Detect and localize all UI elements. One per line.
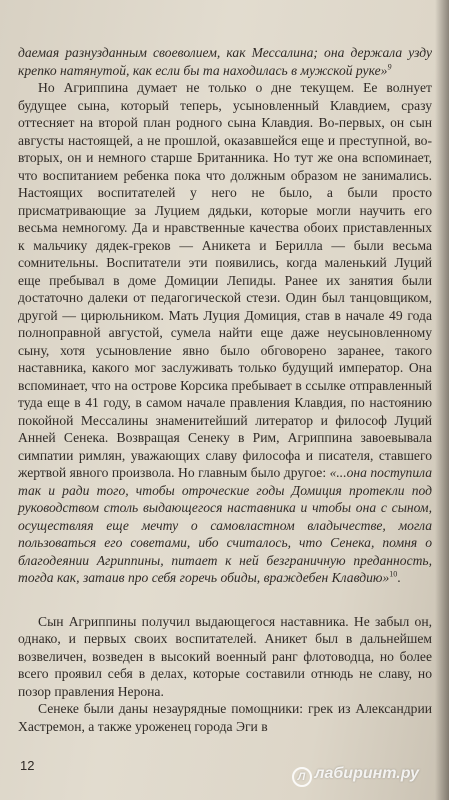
- paragraph-seneca-helpers: Сенеке были даны незаурядные помощники: грек из Александрии Хастремон, а также уроженец города Эги в: [18, 701, 432, 734]
- paragraph-agrippina-thoughts: Но Агриппина думает не только о дне текущем. Ее волнует будущее сына, который теперь, усыновленный Клавдием, сразу оттесняет на второй план родного сына Клавдия. Во-первых, он сын августы настоящей, а не прошлой, оказавшейся еще и преступной, во-вторых, он и немного старше Британника. Но тут же она вспоминает, что воспитанием ребенка пока что должным образом не занимались. Настоящих воспитателей у него не было, а были просто присматривающие за Луцием дядьки, которые могли научить его весьма немногому. Да и нравственные качества обоих приставленных к мальчику дядек-греков — Аникета и Берилла — были весьма сомнительны. Воспитатели эти появились, когда маленький Луций еще пребывал в доме Домиции Лепиды. Ранее их занятия были достаточно далеки от педагогической стези. Один был танцовщиком, другой — цирюльником. Мать Луция Домиция, став в начале 49 года полноправной августой, сумела найти еще даже неусыновленному сыну, хотя усыновление явно было обговорено заранее, такого наставника, какого мог заслуживать только будущий император. Она вспоминает, что на острове Корсика пребывает в ссылке отправленный туда еще в 41 году, в самом начале правления Клавдия, по настоянию покойной Мессалины знаменитейший литератор и философ Луций Анней Сенека. Возвращая Сенеку в Рим, Агриппина завоевывала симпатии римлян, уважающих славу философа и писателя, ставшего жертвой явного произвола. Но главным было другое: «...она поступила так и ради того, чтобы отроческие годы Домиция протекли под руководством столь выдающегося наставника и чтобы она с сыном, осуществляя еще мечту о самовластном владычестве, могла пользоваться его советами, ибо считалось, что Сенека, помня о благодеянии Агриппины, питает к ней безграничную преданность, тогда как, затаив про себя горечь обиды, враждебен Клавдию»$^{10}$.: [18, 80, 433, 585]
- paragraph-quote-continuation: даемая разнузданным своеволием, как Мессалина; она держала узду крепко натянутой, как если бы та находилась в мужской руке»$^9$: [18, 45, 432, 78]
- labirint-logo-icon: Л: [292, 767, 312, 787]
- paragraph-mentor: Сын Агриппины получил выдающегося наставника. Не забыл он, однако, и первых своих воспитателей. Аникет был в дальнейшем возвеличен, возведен в высокий военный ранг флотоводца, но более всего проявил себя в делах, которые составили отнюдь не славу, но позор правления Нерона.: [18, 613, 432, 699]
- section-gap: [18, 587, 432, 613]
- watermark: Л лабиринт.ру: [292, 765, 419, 787]
- page-text: [18, 44, 432, 735]
- inline-quote-tacitus: «...она поступила так и ради того, чтобы отроческие годы Домиция протекли под руководством столь выдающегося наставника и чтобы она с сыном, осуществляя еще мечту о самовластном владычестве, могла пользоваться его советами, ибо считалось, что Сенека, помня о благодеянии Агриппины, питает к ней безграничную преданность, тогда как, затаив про себя горечь обиды, враждебен Клавдию»: [18, 465, 433, 585]
- page-number: 12: [20, 758, 35, 773]
- page-edge-shadow: [435, 0, 449, 800]
